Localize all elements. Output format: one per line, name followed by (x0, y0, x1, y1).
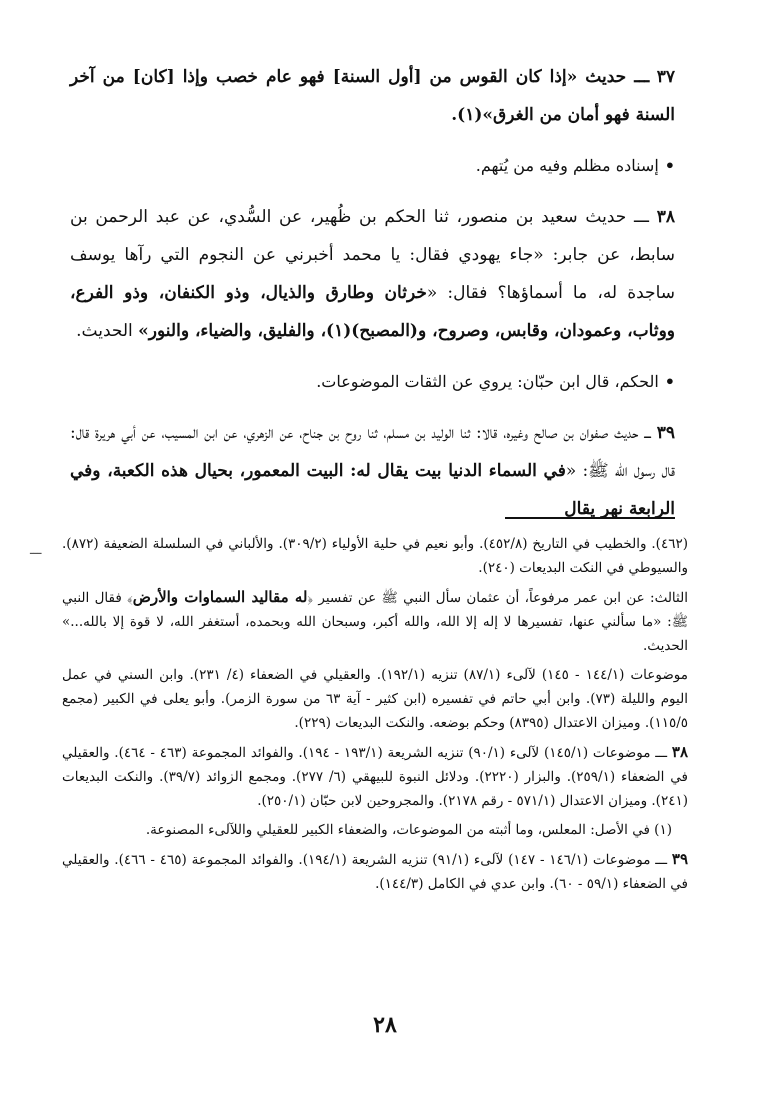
footnote-continuation: (٤٦٢). والخطيب في التاريخ (٤٥٢/٨). وأبو نعيم في حلية الأولياء (٣٠٩/٢). والألباني في السلسلة الضعيفة (٨٧٢). والسيوطي في النكت البديعات (٢٤٠). (62, 536, 688, 576)
bullet-icon: • (664, 372, 675, 391)
hadith-39 (70, 414, 675, 528)
note-38 (70, 364, 675, 400)
hadith-number: ٣٩ (656, 423, 675, 443)
margin-mark: ـــ (30, 543, 42, 558)
footnote-number: ٣٨ (671, 743, 689, 761)
bullet-icon: • (664, 156, 675, 175)
page-number: ٢٨ (373, 1012, 397, 1038)
hadith-text: ـــ حديث «إذا كان القوس من [أول السنة] فهو عام خصب وإذا [كان] من آخر السنة فهو أمان من الغرق»(١). (70, 67, 675, 125)
hadith-38 (70, 198, 675, 350)
main-text (70, 58, 675, 542)
footnote-intro: الثالث: عن ابن عمر مرفوعاً، أن عثمان سأل النبي ﷺ عن تفسير ﴿ (307, 590, 688, 606)
footnote-text: ـــ موضوعات (١٤٦/١ - ١٤٧) لآلىء (٩١/١) تنزيه الشريعة (١٩٤/١). والفوائد المجموعة (٤٦٥ - ٤٦٦). والعقيلي في الضعفاء (٥٩/١ - ٦٠). وابن عدي في الكامل (١٤٤/٣). (62, 852, 688, 892)
hadith-names: خرثان وطارق والذيال، وذو الكنفان، وذو الفرع، ووثاب، وعمودان، وقابس، وصروح، و(المصبح)(١)، والفليق، والضياء، والنور» (70, 283, 675, 341)
footnote-divider (505, 517, 675, 519)
hadith-intro: ـــ حديث صفوان بن صالح وغيره، قالا: ثنا الوليد بن مسلم، ثنا روح بن جناح، عن الزهري، عن ابن المسيب، عن أبي هريرة قال: قال رسول الله ﷺ: « (70, 423, 675, 481)
footnote-38 (62, 740, 688, 813)
footnote-number: ٣٩ (671, 850, 689, 868)
hadith-end: الحديث. (76, 321, 139, 341)
footnote-original-note: (١) في الأصل: المعلس، وما أثبته من الموضوعات، والضعفاء الكبير للعقيلي واللآلىء المصنوعة. (145, 822, 672, 838)
hadith-quote: في السماء الدنيا بيت يقال له: البيت المعمور، بحيال هذه الكعبة، وفي الرابعة نهر يقال (70, 461, 675, 519)
hadith-number: ٣٨ (656, 207, 676, 227)
footnotes (62, 532, 688, 901)
hadith-37 (70, 58, 675, 134)
note-37 (70, 148, 675, 184)
footnote-rest: ﴾ فقال النبي ﷺ: «ما سألني عنها، تفسيرها لا إله إلا الله، والله أكبر، وسبحان الله وبحمده، أستغفر الله، لا قوة إلا بالله...» الحديث. (62, 590, 688, 654)
footnote-text: ـــ موضوعات (١٤٥/١) لآلىء (٩٠/١) تنزيه الشريعة (١٩٣/١ - ١٩٤). والفوائد المجموعة (٤٦٣ - ٤٦٤). والعقيلي في الضعفاء (٢٥٩/١). والبزار (٢٢٢٠). ودلائل النبوة للبيهقي (٦/ ٢٧٧). ومجمع الزوائد (٣٩/٧). والنكت البديعات (٢٤١). وميزان الاعتدال (٥٧١/١ - رقم ٢١٧٨). والمجروحين لابن حبّان (٢٥٠/١). (62, 745, 688, 809)
note-text: إسناده مظلم وفيه من يُتهم. (475, 156, 659, 175)
note-text: الحكم، قال ابن حبّان: يروي عن الثقات الموضوعات. (316, 372, 659, 391)
quran-verse: له مقاليد السماوات والأرض (132, 588, 308, 606)
footnote-third (62, 585, 688, 658)
hadith-intro: ـــ حديث سعيد بن منصور، ثنا الحكم بن ظُهير، عن السُّدي، عن عبد الرحمن بن سابط، عن جابر: «جاء يهودي فقال: يا محمد أخبرني عن النجوم التي رآها يوسف ساجدة له، ما أسماؤها؟ فقال: « (70, 207, 675, 303)
hadith-number: ٣٧ (656, 67, 676, 87)
footnote-39 (62, 847, 688, 896)
footnote-sources: موضوعات (١٤٤/١ - ١٤٥) لآلىء (٨٧/١) تنزيه (١٩٢/١). والعقيلي في الضعفاء (٤/ ٢٣١). وابن السني في عمل اليوم والليلة (٧٣). وابن أبي حاتم في تفسيره (ابن كثير - آية ٦٣ من سورة الزمر). وأبو يعلى في الكبير (مجمع ١١٥/٥). وميزان الاعتدال (٨٣٩٥) وحكم بوضعه. والنكت البديعات (٢٢٩). (62, 667, 688, 731)
